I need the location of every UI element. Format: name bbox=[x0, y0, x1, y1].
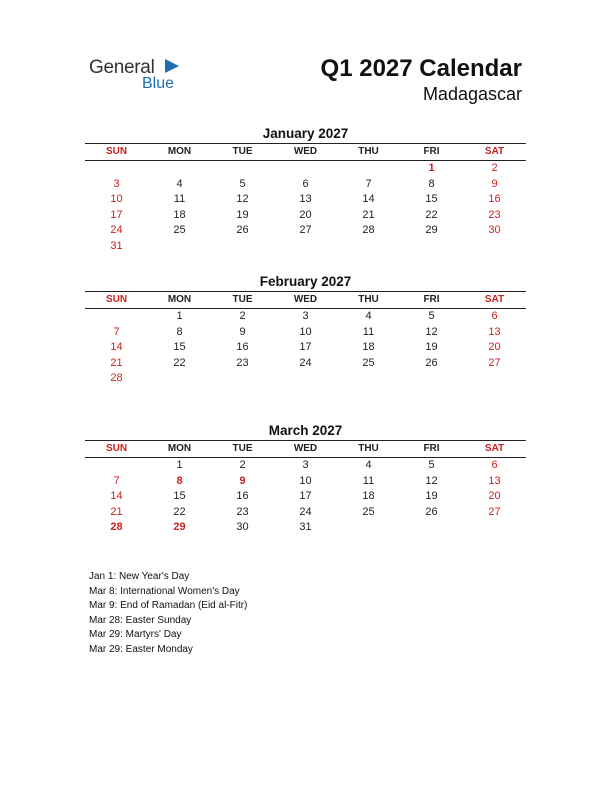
day-cell: 16 bbox=[236, 490, 249, 503]
day-cell: 26 bbox=[425, 356, 438, 369]
day-cell: 2 bbox=[239, 459, 246, 471]
day-cell: 11 bbox=[362, 474, 375, 487]
weekday-header-wed: WED bbox=[293, 294, 318, 305]
day-cell: 20 bbox=[488, 341, 501, 354]
day-cell: 3 bbox=[302, 310, 309, 322]
day-cell: 24 bbox=[299, 505, 312, 518]
empty-cell bbox=[337, 371, 400, 387]
holiday-item: Jan 1: New Year's Day bbox=[89, 571, 190, 582]
weekday-header-tue: TUE bbox=[232, 443, 253, 454]
day-cell: 2 bbox=[491, 162, 498, 174]
day-cell: 17 bbox=[299, 490, 312, 503]
empty-cell bbox=[463, 520, 526, 536]
day-cell: 20 bbox=[488, 490, 501, 503]
day-cell: 9 bbox=[239, 325, 246, 338]
day-cell: 18 bbox=[362, 490, 375, 503]
day-cell: 23 bbox=[488, 208, 501, 221]
day-cell: 14 bbox=[110, 341, 123, 354]
day-cell: 3 bbox=[302, 459, 309, 471]
day-cell: 3 bbox=[113, 177, 120, 190]
day-cell: 13 bbox=[299, 193, 312, 206]
empty-cell bbox=[274, 239, 337, 255]
month-february bbox=[85, 273, 526, 387]
day-cell: 23 bbox=[236, 505, 249, 518]
empty-cell bbox=[463, 239, 526, 255]
day-cell: 22 bbox=[173, 505, 186, 518]
day-cell: 18 bbox=[173, 208, 186, 221]
day-cell: 30 bbox=[236, 521, 249, 534]
empty-cell bbox=[337, 520, 400, 536]
day-cell: 10 bbox=[110, 193, 123, 206]
empty-cell bbox=[274, 371, 337, 387]
day-cell: 14 bbox=[110, 490, 123, 503]
day-cell: 8 bbox=[176, 474, 183, 487]
day-cell: 21 bbox=[110, 356, 123, 369]
day-cell: 15 bbox=[425, 193, 438, 206]
empty-cell bbox=[337, 239, 400, 255]
day-cell: 1 bbox=[428, 162, 435, 174]
weekday-header-mon: MON bbox=[167, 146, 192, 157]
empty-cell bbox=[148, 371, 211, 387]
month-title: February 2027 bbox=[259, 274, 352, 289]
weekday-header-fri: FRI bbox=[423, 443, 440, 454]
day-cell: 23 bbox=[236, 356, 249, 369]
day-cell: 16 bbox=[488, 193, 501, 206]
day-cell: 17 bbox=[110, 208, 123, 221]
day-cell: 11 bbox=[362, 325, 375, 338]
page-title: Q1 2027 Calendar bbox=[320, 55, 522, 82]
holiday-item: Mar 9: End of Ramadan (Eid al-Fitr) bbox=[89, 600, 248, 611]
holiday-item: Mar 29: Martyrs' Day bbox=[89, 629, 182, 640]
day-cell: 5 bbox=[428, 459, 435, 471]
day-cell: 14 bbox=[362, 193, 375, 206]
day-cell: 27 bbox=[488, 505, 501, 518]
day-cell: 15 bbox=[173, 341, 186, 354]
day-cell: 29 bbox=[425, 224, 438, 237]
holiday-item: Mar 29: Easter Monday bbox=[89, 643, 193, 655]
day-cell: 22 bbox=[425, 208, 438, 221]
day-cell: 6 bbox=[302, 177, 309, 190]
day-cell: 2 bbox=[239, 310, 246, 322]
day-cell: 8 bbox=[176, 325, 183, 338]
weekday-header-tue: TUE bbox=[232, 294, 253, 305]
day-cell: 30 bbox=[488, 224, 501, 237]
logo-word-blue: Blue bbox=[142, 75, 175, 92]
day-cell: 13 bbox=[488, 474, 501, 487]
empty-cell bbox=[463, 371, 526, 387]
day-grid bbox=[85, 458, 526, 536]
empty-cell bbox=[85, 458, 148, 474]
holiday-list bbox=[89, 570, 489, 655]
weekday-header-mon: MON bbox=[167, 443, 192, 454]
day-cell: 26 bbox=[236, 224, 249, 237]
day-cell: 25 bbox=[362, 356, 375, 369]
day-cell: 29 bbox=[173, 521, 186, 534]
day-cell: 4 bbox=[365, 310, 372, 322]
empty-cell bbox=[400, 371, 463, 387]
weekday-header-tue: TUE bbox=[232, 146, 253, 157]
weekday-header-mon: MON bbox=[167, 294, 192, 305]
day-cell: 25 bbox=[362, 505, 375, 518]
day-cell: 19 bbox=[425, 341, 438, 354]
weekday-header-thu: THU bbox=[358, 443, 379, 454]
day-cell: 13 bbox=[488, 325, 501, 338]
day-cell: 12 bbox=[236, 193, 249, 206]
day-cell: 15 bbox=[173, 490, 186, 503]
weekday-header-sat: SAT bbox=[484, 294, 505, 305]
day-cell: 31 bbox=[299, 521, 312, 534]
day-cell: 1 bbox=[176, 459, 183, 471]
empty-cell bbox=[211, 371, 274, 387]
weekday-header-sun: SUN bbox=[105, 294, 128, 305]
day-cell: 10 bbox=[299, 474, 312, 487]
day-cell: 1 bbox=[176, 310, 183, 322]
holiday-item: Mar 28: Easter Sunday bbox=[89, 614, 192, 626]
logo-triangle-icon bbox=[165, 59, 179, 73]
day-cell: 6 bbox=[491, 459, 498, 471]
day-cell: 9 bbox=[239, 474, 246, 487]
day-grid bbox=[85, 161, 526, 255]
empty-cell bbox=[274, 161, 337, 177]
logo-word-general: General bbox=[89, 57, 155, 78]
day-cell: 10 bbox=[299, 325, 312, 338]
month-title: March 2027 bbox=[268, 423, 343, 438]
weekday-header-row bbox=[85, 144, 526, 160]
weekday-header-row bbox=[85, 441, 526, 457]
day-cell: 5 bbox=[428, 310, 435, 322]
day-cell: 4 bbox=[365, 459, 372, 471]
month-january bbox=[85, 125, 526, 255]
day-cell: 16 bbox=[236, 341, 249, 354]
generalblue-logo bbox=[89, 55, 189, 95]
day-cell: 5 bbox=[239, 177, 246, 190]
day-cell: 7 bbox=[365, 177, 372, 190]
day-cell: 7 bbox=[113, 325, 120, 338]
empty-cell bbox=[337, 161, 400, 177]
day-cell: 24 bbox=[110, 224, 123, 237]
country-name: Madagascar bbox=[422, 84, 522, 104]
weekday-header-fri: FRI bbox=[423, 146, 440, 157]
day-cell: 8 bbox=[428, 177, 435, 190]
day-cell: 21 bbox=[110, 505, 123, 518]
empty-cell bbox=[211, 239, 274, 255]
day-cell: 6 bbox=[491, 310, 498, 322]
empty-cell bbox=[400, 239, 463, 255]
month-march bbox=[85, 422, 526, 536]
empty-cell bbox=[85, 309, 148, 325]
month-title: January 2027 bbox=[262, 126, 349, 141]
weekday-header-sun: SUN bbox=[105, 146, 128, 157]
day-cell: 31 bbox=[110, 239, 123, 252]
day-cell: 7 bbox=[113, 474, 120, 487]
day-cell: 25 bbox=[173, 224, 186, 237]
day-cell: 21 bbox=[362, 208, 375, 221]
day-cell: 28 bbox=[110, 372, 123, 385]
day-cell: 28 bbox=[110, 521, 123, 534]
weekday-header-wed: WED bbox=[293, 146, 318, 157]
empty-cell bbox=[148, 239, 211, 255]
day-cell: 12 bbox=[425, 474, 438, 487]
weekday-header-thu: THU bbox=[358, 294, 379, 305]
weekday-header-wed: WED bbox=[293, 443, 318, 454]
holiday-item: Mar 8: International Women's Day bbox=[89, 585, 240, 597]
weekday-header-fri: FRI bbox=[423, 294, 440, 305]
day-cell: 17 bbox=[299, 341, 312, 354]
day-cell: 9 bbox=[491, 177, 498, 190]
day-cell: 19 bbox=[425, 490, 438, 503]
weekday-header-sat: SAT bbox=[484, 443, 505, 454]
day-cell: 24 bbox=[299, 356, 312, 369]
day-cell: 12 bbox=[425, 325, 438, 338]
empty-cell bbox=[85, 161, 148, 177]
weekday-header-thu: THU bbox=[358, 146, 379, 157]
empty-cell bbox=[148, 161, 211, 177]
day-cell: 4 bbox=[176, 177, 183, 190]
empty-cell bbox=[400, 520, 463, 536]
weekday-header-sun: SUN bbox=[105, 443, 128, 454]
weekday-header-sat: SAT bbox=[484, 146, 505, 157]
day-cell: 19 bbox=[236, 208, 249, 221]
day-cell: 26 bbox=[425, 505, 438, 518]
day-grid bbox=[85, 309, 526, 387]
empty-cell bbox=[211, 161, 274, 177]
day-cell: 18 bbox=[362, 341, 375, 354]
day-cell: 22 bbox=[173, 356, 186, 369]
weekday-header-row bbox=[85, 292, 526, 308]
day-cell: 27 bbox=[299, 224, 312, 237]
day-cell: 28 bbox=[362, 224, 375, 237]
day-cell: 27 bbox=[488, 356, 501, 369]
day-cell: 20 bbox=[299, 208, 312, 221]
day-cell: 11 bbox=[173, 193, 186, 206]
